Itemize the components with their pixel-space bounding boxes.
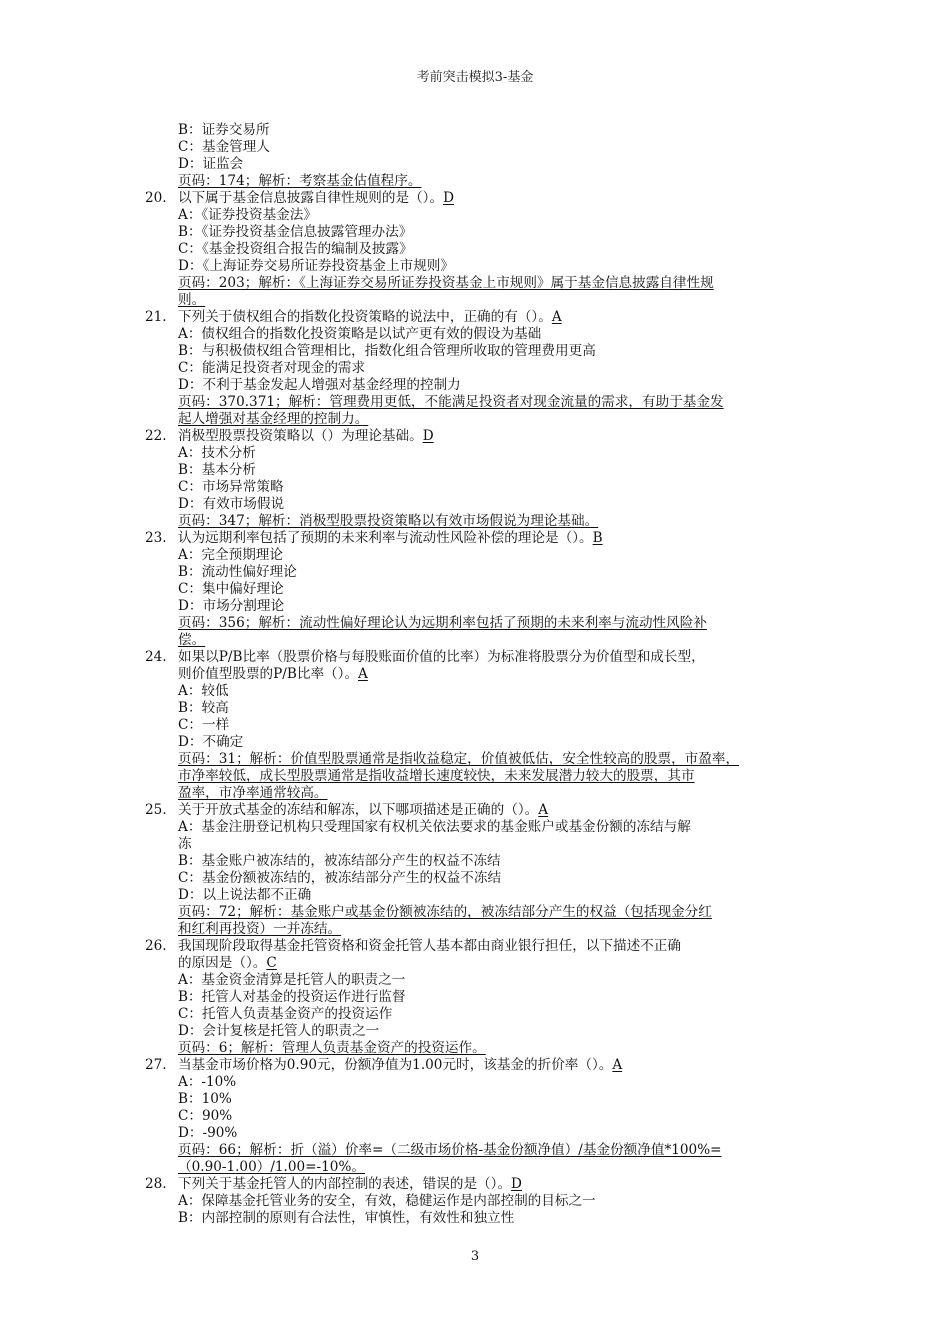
- option-line: D：证监会: [178, 156, 244, 172]
- option-line: C：市场异常策略: [178, 479, 284, 495]
- question-text-line: [145, 309, 815, 326]
- question-text: 则价值型股票的P/B比率（）。: [178, 666, 359, 682]
- option-line: C：能满足投资者对现金的需求: [178, 360, 366, 376]
- option-line: B：10%: [178, 1091, 232, 1107]
- question-text: 的原因是（）。: [178, 955, 267, 971]
- analysis-line: 和红利再投资）一并冻结。: [178, 921, 342, 937]
- analysis-line: （0.90-1.00）/1.00=-10%。: [178, 1159, 365, 1175]
- analysis-line: 盈率，市净率通常较高。: [178, 785, 328, 801]
- question-text-line: [145, 1176, 815, 1193]
- answer-key: A: [538, 802, 549, 818]
- question-text-line: [145, 190, 815, 207]
- question-number: 25.: [145, 802, 167, 818]
- option-line: B：基金账户被冻结的，被冻结部分产生的权益不冻结: [178, 853, 501, 869]
- question-item: [145, 530, 815, 649]
- answer-key: C: [266, 955, 277, 971]
- question-number: 20.: [145, 190, 167, 206]
- option-line: A：基金注册登记机构只受理国家有权机关依法要求的基金账户或基金份额的冻结与解: [178, 819, 691, 835]
- option-line: A：-10%: [178, 1074, 237, 1090]
- option-line: B：较高: [178, 700, 229, 716]
- option-line: D：《上海证券交易所证券投资基金上市规则》: [178, 258, 454, 274]
- option-line: C：90%: [178, 1108, 233, 1124]
- analysis-line: 则。: [178, 292, 206, 308]
- answer-key: A: [612, 1057, 623, 1073]
- question-number: 24.: [145, 649, 167, 665]
- analysis-line: 页码：31；解析：价值型股票通常是指收益稳定，价值被低估，安全性较高的股票，市盈率，: [178, 751, 740, 767]
- question-text-line: [145, 428, 815, 445]
- option-line: A：债权组合的指数化投资策略是以试产更有效的假设为基础: [178, 326, 542, 342]
- document-body: [145, 122, 815, 1227]
- question-text-line: [145, 802, 815, 819]
- option-line: A：较低: [178, 683, 229, 699]
- question-number: 22.: [145, 428, 167, 444]
- question-number: 28.: [145, 1176, 167, 1192]
- analysis-line: 页码：370.371；解析：管理费用更低，不能满足投资者对现金流量的需求，有助于基金发: [178, 394, 724, 410]
- question-text: 我国现阶段取得基金托管资格和资金托管人基本都由商业银行担任，以下描述不正确: [178, 938, 681, 954]
- question-text-line: [145, 938, 815, 955]
- question-number: 27.: [145, 1057, 167, 1073]
- analysis-line: 页码：347；解析：消极型股票投资策略以有效市场假说为理论基础。: [178, 513, 599, 529]
- question-item: [145, 428, 815, 530]
- option-line: B：流动性偏好理论: [178, 564, 297, 580]
- option-line: C：托管人负责基金资产的投资运作: [178, 1006, 393, 1022]
- question-text: 当基金市场价格为0.90元，份额净值为1.00元时，该基金的折价率（）。: [178, 1057, 613, 1073]
- question-text: 下列关于基金托管人的内部控制的表述，错误的是（）。: [178, 1176, 512, 1192]
- question-item: [145, 802, 815, 938]
- option-line: 冻: [178, 836, 192, 852]
- question-item: [145, 190, 815, 309]
- option-line: A：《证券投资基金法》: [178, 207, 317, 223]
- question-item: [145, 1057, 815, 1176]
- question-text-line: [145, 1057, 815, 1074]
- question-text: 认为远期利率包括了预期的未来利率与流动性风险补偿的理论是（）。: [178, 530, 593, 546]
- question-text-line: [145, 530, 815, 547]
- option-line: B：内部控制的原则有合法性，审慎性，有效性和独立性: [178, 1210, 515, 1226]
- option-line: A：技术分析: [178, 445, 256, 461]
- option-line: D：以上说法都不正确: [178, 887, 312, 903]
- option-line: B：基本分析: [178, 462, 256, 478]
- carry-over-block: [145, 122, 815, 190]
- option-line: D：不利于基金发起人增强对基金经理的控制力: [178, 377, 461, 393]
- question-text: 如果以P/B比率（股票价格与每股账面价值的比率）为标准将股票分为价值型和成长型，: [178, 649, 705, 665]
- question-text: 消极型股票投资策略以（）为理论基础。: [178, 428, 423, 444]
- option-line: D：-90%: [178, 1125, 238, 1141]
- analysis-line: 页码：203；解析：《上海证券交易所证券投资基金上市规则》属于基金信息披露自律性规: [178, 275, 714, 291]
- analysis-line: 偿。: [178, 632, 206, 648]
- question-item: [145, 649, 815, 802]
- answer-key: D: [443, 190, 454, 206]
- question-number: 26.: [145, 938, 167, 954]
- option-line: B：证券交易所: [178, 122, 270, 138]
- answer-key: B: [592, 530, 603, 546]
- question-item: [145, 1176, 815, 1227]
- option-line: A：基金资金清算是托管人的职责之一: [178, 972, 406, 988]
- question-text: 关于开放式基金的冻结和解冻，以下哪项描述是正确的（）。: [178, 802, 539, 818]
- answer-key: D: [422, 428, 434, 444]
- option-line: B：与积极债权组合管理相比，指数化组合管理所收取的管理费用更高: [178, 343, 596, 359]
- option-line: B：《证券投资基金信息披露管理办法》: [178, 224, 413, 240]
- analysis-line: 页码：6；解析：管理人负责基金资产的投资运作。: [178, 1040, 486, 1056]
- question-text: 下列关于债权组合的指数化投资策略的说法中，正确的有（）。: [178, 309, 552, 325]
- option-line: D：市场分割理论: [178, 598, 285, 614]
- option-line: A：完全预期理论: [178, 547, 283, 563]
- question-text-line: [145, 666, 815, 683]
- analysis-line: 起人增强对基金经理的控制力。: [178, 411, 369, 427]
- page-number: 3: [470, 1249, 480, 1264]
- option-line: C：基金份额被冻结的，被冻结部分产生的权益不冻结: [178, 870, 502, 886]
- option-line: C：集中偏好理论: [178, 581, 284, 597]
- option-line: D：有效市场假说: [178, 496, 285, 512]
- page-header: 考前突击模拟3-基金: [416, 70, 534, 85]
- answer-key: D: [511, 1176, 522, 1192]
- question-item: [145, 938, 815, 1057]
- option-line: A：保障基金托管业务的安全，有效，稳健运作是内部控制的目标之一: [178, 1193, 596, 1209]
- question-list: [145, 190, 815, 1227]
- question-text-line: [145, 955, 815, 972]
- option-line: D：不确定: [178, 734, 244, 750]
- option-line: B：托管人对基金的投资运作进行监督: [178, 989, 406, 1005]
- answer-key: A: [358, 666, 368, 682]
- option-line: C：《基金投资组合报告的编制及披露》: [178, 241, 413, 257]
- analysis-line: 市净率较低，成长型股票通常是指收益增长速度较快，未来发展潜力较大的股票，其市: [178, 768, 695, 784]
- option-line: C：基金管理人: [178, 139, 270, 155]
- analysis-line: 页码：356；解析：流动性偏好理论认为远期利率包括了预期的未来利率与流动性风险补: [178, 615, 707, 631]
- question-text: 以下属于基金信息披露自律性规则的是（）。: [178, 190, 444, 206]
- option-line: D：会计复核是托管人的职责之一: [178, 1023, 380, 1039]
- option-line: C：一样: [178, 717, 230, 733]
- analysis-line: 页码：72；解析：基金账户或基金份额被冻结的，被冻结部分产生的权益（包括现金分红: [178, 904, 712, 920]
- answer-key: A: [551, 309, 562, 325]
- question-item: [145, 309, 815, 428]
- question-number: 21.: [145, 309, 167, 325]
- analysis-line: 页码：174；解析：考察基金估值程序。: [178, 173, 422, 189]
- question-number: 23.: [145, 530, 167, 546]
- question-text-line: [145, 649, 815, 666]
- analysis-line: 页码：66；解析：折（溢）价率=（二级市场价格-基金份额净值）/基金份额净值*100%=: [178, 1142, 722, 1158]
